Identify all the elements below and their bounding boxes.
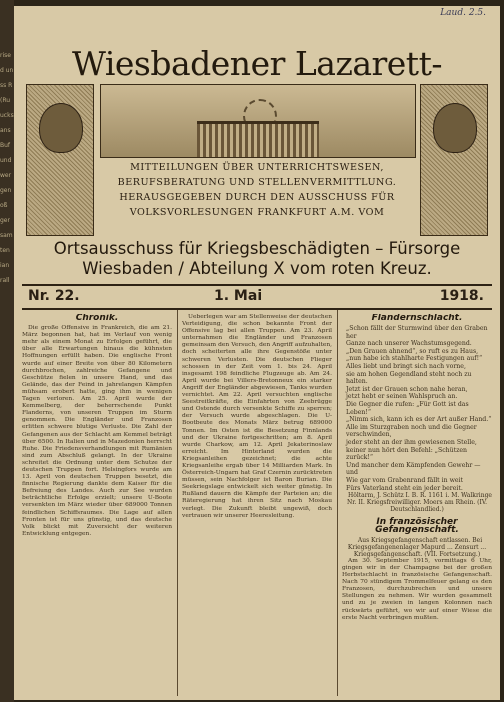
margin-fragment: und [0, 157, 12, 164]
margin-fragment: d un [0, 67, 14, 74]
issue-year: 1918. [439, 288, 484, 304]
margin-fragment: ten [0, 247, 10, 254]
chronicle-column [22, 314, 172, 694]
poem-line: Jetzt ist der Grauen schon nahe heran, [346, 385, 468, 393]
masthead-title: Wiesbadener Lazarett- [72, 44, 442, 83]
poem-attribution: Höltarm, J. Schütz I. B. R. 1161 i. M. Walkringe Nr. II. Kriegsfreiwilliger. Moers am Rhein. (IV. Deutschlandlied.) [346, 492, 492, 514]
issue-number: Nr. 22. [28, 288, 80, 304]
kurhaus-engraving [100, 84, 416, 158]
poem-line: jetzt hebt er seinen Wahlspruch an. [346, 393, 458, 401]
chronicle-text: Die große Offensive in Frankreich, die am 21. März begonnen hat, hat im Verlauf von wenig mehr als einem Monat zu Erfolgen geführt, die über alle Erwartungen hinaus die kühnsten Hoffnungen erfüllt haben. Die englische Front wurde auf einer Breite von über 80 Kilometern durchbrochen, zahlreiche Gefangene und Geschütze fielen in unsere Hand, und das Gelände, das der Feind in jahrelangen Kämpfen mühsam erobert hatte, ging ihm in wenigen Tagen verloren. Am 25. April wurde der Kemmelberg, der beherrschende Punkt Flanderns, von unseren Truppen im Sturm genommen. Die Engländer und Franzosen erlitten schwere blutige Verluste. Die Zahl der Gefangenen aus der Schlacht am Kemmel beträgt über 6500. In Italien und in Mazedonien herrscht Ruhe. Die Friedensverhandlungen mit Rumänien sind zum Abschluß gelangt. In der Ukraine schreitet die Ordnung unter dem Schutze der deutschen Truppen fort. Helsingfors wurde am 13. April von deutschen Truppen besetzt, die finnische Regierung dankte dem Kaiser für die Befreiung des Landes. Auch zur See wurden beträchtliche Erfolge erzielt; unsere U-Boote versenkten im März wieder über 689000 Tonnen feindlichen Schiffsraumes. Die Lage auf allen Fronten ist für uns günstig, und das deutsche Volk blickt mit Zuversicht der weiteren Entwicklung entgegen. [22, 325, 172, 537]
margin-fragment: ian [0, 262, 10, 269]
poem-line: Ganze nach unserer Wachstumsgegend. [346, 340, 472, 348]
org-line: Wiesbaden / Abteilung X vom roten Kreuz. [82, 259, 432, 278]
poem-line: Wie gar vom Grabenrand fällt in weit [346, 476, 463, 484]
newspaper-page [14, 6, 500, 700]
right-column [342, 314, 492, 694]
poem-line: Fürs Vaterland steht ein jeder bereit. [346, 484, 463, 492]
mask-ornament-icon [39, 103, 83, 153]
masthead-illustration [26, 84, 488, 236]
margin-fragment: gen [0, 187, 12, 194]
poem-line: „nun habe ich stahlharte Festigungen auf!“ [346, 355, 483, 363]
margin-fragment: oß [0, 202, 8, 209]
poem-line: „Schon fällt der Sturmwind über den Graben her [346, 325, 488, 340]
margin-fragment: rise [0, 52, 11, 59]
poem-line: Und mancher dem Kämpfenden Gewehr — und [346, 461, 481, 477]
pow-subheading: Aus Kriegsgefangenschaft entlassen. Bei Kriegsgefangenenlager Mapurd ... Zensurt ... Kriegsgefangenschaft. (VII. Fortsetzung.) [347, 536, 487, 558]
publisher-org [22, 239, 492, 279]
issue-date: 1. Mai [214, 288, 263, 304]
margin-fragment: ger [0, 217, 10, 224]
poem-line: Die Gegner die rufen: „Für Gott ist das Leben!“ [346, 401, 469, 416]
margin-fragment: ans [0, 127, 11, 134]
masthead-subtitle [100, 160, 414, 220]
middle-column [182, 314, 332, 694]
bottom-rule [22, 308, 492, 310]
poem-heading: Flandernschlacht. [371, 314, 463, 323]
poem-line: „Nimm sich, kann ich es der Art außer Hand.“ [346, 416, 492, 424]
poem-line: Alle im Sturzgraben noch und die Gegner verschwinden, [346, 423, 477, 439]
margin-fragment: ucks [0, 112, 14, 119]
margin-fragment: rall [0, 277, 10, 284]
margin-fragment: sam [0, 232, 13, 239]
poem-line: keiner nun hört den Befehl: „Schützen zurück!“ [346, 446, 468, 462]
subtitle-line: MITTEILUNGEN ÜBER UNTERRICHTSWESEN, [130, 162, 384, 173]
column-divider [337, 310, 338, 696]
subtitle-line: HERAUSGEGEBEN DURCH DEN AUSSCHUSS FÜR [119, 192, 395, 203]
org-line: Ortsausschuss für Kriegsbeschädigten – Fürsorge [53, 239, 461, 258]
margin-fragment: (Ru [0, 97, 11, 104]
chronicle-heading: Chronik. [75, 314, 119, 323]
ornament-left [26, 84, 94, 236]
kurhaus-building-icon [197, 121, 319, 158]
margin-fragment: Buf [0, 142, 11, 149]
subtitle-line: VOLKSVORLESUNGEN FRANKFURT A.M. VOM [129, 207, 385, 218]
handwritten-note: Laud. 2.5. [440, 8, 486, 18]
margin-fragment: wer [0, 172, 12, 179]
poem-line: jeder steht an der ihm gewiesenen Stelle, [346, 439, 477, 446]
poem [342, 325, 492, 492]
poem-line: Alles liebt und bringt sich nach vorne, [346, 363, 466, 371]
mask-ornament-icon [433, 103, 477, 153]
ornament-right [420, 84, 488, 236]
pow-heading: In französischer Gefangenschaft. [375, 517, 459, 535]
margin-fragment: ss R [0, 82, 13, 89]
pow-text: Am 30. September 1915, vormittags 6 Uhr, gingen wir in der Champagne bei der großen Herbstschlacht in französische Gefangenschaft. Nach 70 stündigem Trommelfeuer gelang es den Franzosen, durchzubrechen und unsere Stellungen zu nehmen. Wir wurden gesammelt und zu je zweien in langen Kolonnen nach rückwärts geführt, wo wir auf einer Wiese die erste Nacht verbringen mußten. [342, 557, 492, 621]
subtitle-line: BERUFSBERATUNG UND STELLENVERMITTLUNG. [117, 177, 397, 188]
poem-line: sie am hohen Gegendland steht noch zu halten. [346, 370, 472, 386]
middle-text: Ueberlegen war am Stellenweise der deutschen Verteidigung, die schon bekannte Front der Offensive lag bei allen Truppen. Am 23. April unternahmen die Engländer und Franzosen gemeinsam den Versuch, den Angriff aufzuhalten, doch scheiterten alle ihre Gegenstöße unter schweren Verlusten. Die deutschen Flieger schossen in der Zeit vom 1. bis 24. April insgesamt 198 feindliche Flugzeuge ab. Am 24. April wurde bei Villers-Bretonneux ein starker Angriff der Engländer abgewiesen, Tanks wurden vernichtet. Am 22. April versuchten englische Seestreitkräfte, die Einfahrten von Zeebrügge und Ostende durch versenkte Schiffe zu sperren; der Versuch wurde abgeschlagen. Die U-Bootbeute des Monats März betrug 689000 Tonnen. Im Osten ist die Besetzung Finnlands und der Ukraine fortgeschritten; am 8. April wurde Charkow, am 12. April Jekaterinoslaw erreicht. Im Hinterland wurden die Kriegsanleihen gezeichnet; die achte Kriegsanleihe ergab über 14 Milliarden Mark. In Österreich-Ungarn hat Graf Czernin zurücktreten müssen, sein Nachfolger ist Baron Burian. Die Seekriegslage entwickelt sich weiter günstig. In Rußland dauern die Kämpfe der Parteien an; die Räteregierung hat ihren Sitz nach Moskau verlegt. Die Zukunft bleibt ungewiß, doch vertrauen wir unserer Heeresleitung. [182, 314, 332, 519]
poem-line: „Den Grauen ahnend“, so ruft es zu Haus, [346, 347, 479, 355]
top-rule [22, 284, 492, 286]
binding-margin [0, 0, 14, 702]
column-divider [177, 310, 178, 696]
